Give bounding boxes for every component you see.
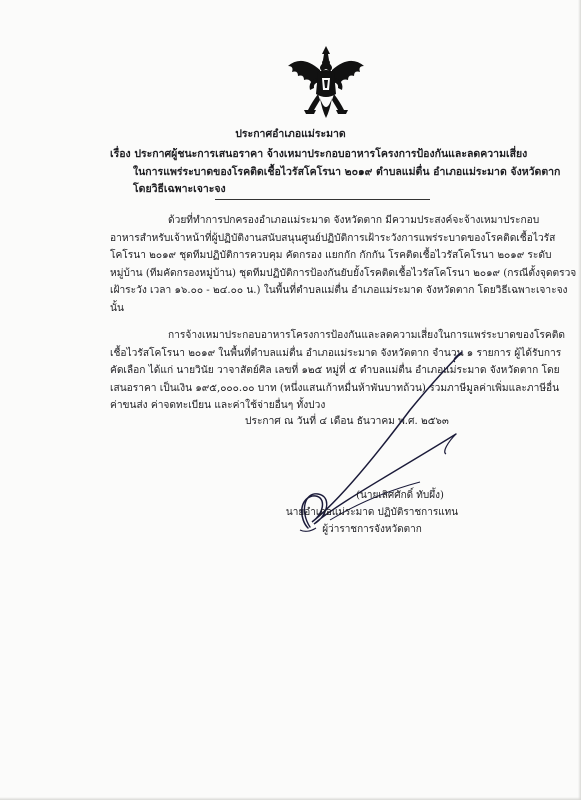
signatory-name: (นายเลิศศักดิ์ ทับผึ้ง) — [356, 490, 444, 501]
paragraph-2-line: ค่าขนส่ง ค่าจดทะเบียน และค่าใช้จ่ายอื่นๆ ทั้งปวง — [110, 400, 326, 412]
subject-block — [110, 146, 561, 199]
paragraph-1-line: โคโรนา ๒๐๑๙ ชุดทีมปฏิบัติการควบคุม คัดกรอง แยกกัก กักกัน โรคติดเชื้อไวรัสโคโรนา ๒๐๑๙ ระดับ — [110, 250, 552, 262]
paragraph-1-line: เฝ้าระวัง เวลา ๑๖.๐๐ - ๒๔.๐๐ น.) ในพื้นที่ตำบลแม่ตื่น อำเภอแม่ระมาด จังหวัดตาก โดยวิธีเฉพาะเจาะจง — [110, 285, 568, 297]
paragraph-1-line: อาหารสำหรับเจ้าหน้าที่ผู้ปฏิบัติงานสนับสนุนศูนย์ปฏิบัติการเฝ้าระวังการแพร่ระบาดของโรคติดเชื้อไวรัส — [110, 232, 556, 244]
paragraph-2-line: เชื้อไวรัสโคโรนา ๒๐๑๙ ในพื้นที่ตำบลแม่ตื่น อำเภอแม่ระมาด จังหวัดตาก จำนวน ๑ รายการ ผู้ได้รับการ — [110, 347, 562, 359]
paragraph-2-line: คัดเลือก ได้แก่ นายวินัย วาจาสัตย์ศิล เลขที่ ๑๒๕ หมู่ที่ ๕ ตำบลแม่ตื่น อำเภอแม่ระมาด จังหวัดตาก โดย — [110, 365, 560, 377]
paragraph-1-line: นั้น — [110, 302, 124, 314]
paragraph-2-line: เสนอราคา เป็นเงิน ๑๙๕,๐๐๐.๐๐ บาท (หนึ่งแสนเก้าหมื่นห้าพันบาทถ้วน) รวมภาษีมูลค่าเพิ่มและภาษีอื่น — [110, 382, 560, 394]
paragraph-1-line: หมู่บ้าน (ทีมคัดกรองหมู่บ้าน) ชุดทีมปฏิบัติการป้องกันยับยั้งโรคติดเชื้อไวรัสโคโรนา ๒๐๑๙ (กรณีตั้งจุดตรวจ — [110, 267, 577, 279]
paragraph-1 — [110, 212, 577, 318]
announcement-date: ประกาศ ณ วันที่ ๔ เดือน ธันวาคม พ.ศ. ๒๕๖๓ — [245, 416, 449, 427]
signatory-position-2: ผู้ว่าราชการจังหวัดตาก — [322, 524, 422, 535]
subject-line-3: โดยวิธีเฉพาะเจาะจง — [133, 183, 226, 195]
garuda-emblem-icon — [282, 44, 370, 122]
office-heading: ประกาศอำเภอแม่ระมาด — [235, 128, 346, 140]
paragraph-1-line: ด้วยที่ทำการปกครองอำเภอแม่ระมาด จังหวัดตาก มีความประสงค์จะจ้างเหมาประกอบ — [168, 215, 540, 226]
subject-line-1: เรื่อง ประกาศผู้ชนะการเสนอราคา จ้างเหมาประกอบอาหารโครงการป้องกันและลดความเสี่ยง — [110, 148, 528, 160]
separator-line — [215, 199, 430, 200]
paragraph-2-line: การจ้างเหมาประกอบอาหารโครงการป้องกันและลดความเสี่ยงในการแพร่ระบาดของโรคติด — [168, 330, 565, 341]
signatory-position: นายอำเภอแม่ระมาด ปฏิบัติราชการแทน — [285, 507, 459, 518]
paragraph-2 — [110, 327, 565, 415]
subject-line-2: ในการแพร่ระบาดของโรคติดเชื้อไวรัสโคโรนา ๒๐๑๙ ตำบลแม่ตื่น อำเภอแม่ระมาด จังหวัดตาก — [133, 165, 561, 178]
